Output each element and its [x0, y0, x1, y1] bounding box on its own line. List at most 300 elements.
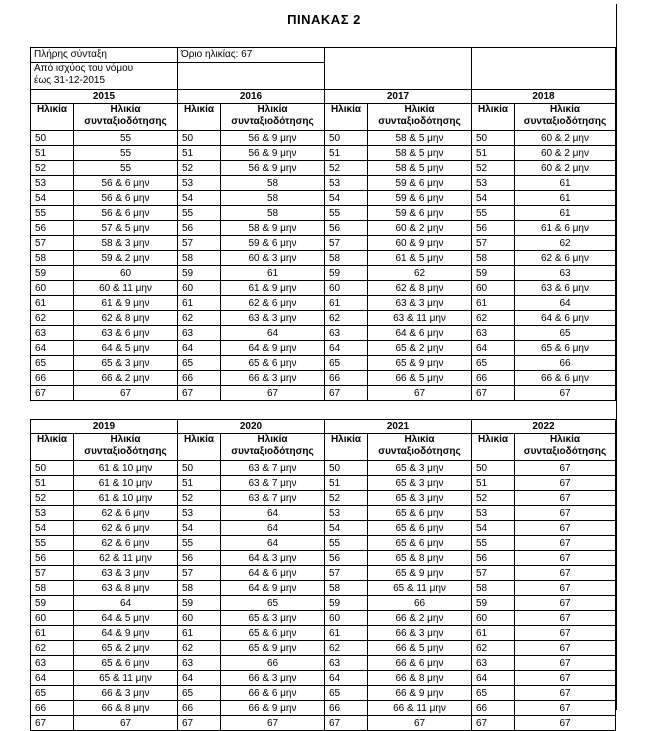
age-column-header: Ηλικία [31, 104, 74, 131]
age-cell: 63 [325, 656, 368, 671]
pension-age-cell: 66 & 3 μην [368, 626, 472, 641]
age-cell: 60 [325, 281, 368, 296]
table-row [31, 716, 616, 731]
pension-age-cell: 60 & 2 μην [515, 146, 616, 161]
pension-age-cell: 64 [221, 521, 325, 536]
age-cell: 54 [325, 521, 368, 536]
pension-age-cell: 64 & 6 μην [515, 311, 616, 326]
age-cell: 66 [325, 371, 368, 386]
table-row [31, 461, 616, 476]
pension-age-cell: 65 & 11 μην [74, 671, 178, 686]
age-cell: 66 [472, 701, 515, 716]
full-pension-label: Πλήρης σύνταξη [31, 48, 178, 63]
age-cell: 59 [178, 266, 221, 281]
pension-age-cell: 60 & 2 μην [368, 221, 472, 236]
age-cell: 55 [178, 206, 221, 221]
pension-age-cell: 64 & 5 μην [74, 341, 178, 356]
age-cell: 52 [325, 491, 368, 506]
pension-age-cell: 62 [515, 236, 616, 251]
age-cell: 56 [472, 551, 515, 566]
pension-age-cell: 64 [74, 596, 178, 611]
pension-age-cell: 60 & 11 μην [74, 281, 178, 296]
pension-age-cell: 65 & 3 μην [368, 461, 472, 476]
age-limit-label: Όριο ηλικίας: 67 [178, 48, 325, 63]
law-period-label [31, 63, 178, 90]
pension-age-cell: 66 & 3 μην [221, 671, 325, 686]
pension-age-column-header: Ηλικία συνταξιοδότησης [221, 104, 325, 131]
pension-age-cell: 67 [515, 596, 616, 611]
pension-age-cell: 62 & 6 μην [515, 251, 616, 266]
pension-age-cell: 62 & 6 μην [74, 506, 178, 521]
pension-age-cell: 66 & 6 μην [221, 686, 325, 701]
pension-age-cell: 63 & 7 μην [221, 461, 325, 476]
age-cell: 52 [325, 161, 368, 176]
age-cell: 66 [178, 701, 221, 716]
pension-age-cell: 63 & 7 μην [221, 476, 325, 491]
age-cell: 61 [325, 626, 368, 641]
age-cell: 65 [178, 356, 221, 371]
pension-age-cell: 67 [515, 671, 616, 686]
age-cell: 61 [31, 626, 74, 641]
age-cell: 62 [325, 641, 368, 656]
pension-age-cell: 61 [515, 176, 616, 191]
pension-age-cell: 65 & 9 μην [221, 641, 325, 656]
pension-age-cell: 65 & 6 μην [515, 341, 616, 356]
pension-age-cell: 59 & 6 μην [368, 206, 472, 221]
pension-age-cell: 66 & 8 μην [368, 671, 472, 686]
age-cell: 66 [325, 701, 368, 716]
age-column-header: Ηλικία [31, 434, 74, 461]
pension-age-cell: 65 & 6 μην [74, 656, 178, 671]
age-cell: 53 [325, 506, 368, 521]
pension-age-cell: 58 & 5 μην [368, 131, 472, 146]
pension-age-cell: 63 [515, 266, 616, 281]
pension-age-cell: 66 & 6 μην [368, 656, 472, 671]
pension-age-cell: 65 & 8 μην [368, 551, 472, 566]
age-cell: 65 [31, 356, 74, 371]
pension-age-column-header: Ηλικία συνταξιοδότησης [221, 434, 325, 461]
table-row [31, 161, 616, 176]
pension-age-cell: 66 & 9 μην [221, 701, 325, 716]
pension-age-cell: 66 [368, 596, 472, 611]
table-row [31, 341, 616, 356]
pension-age-cell: 57 & 5 μην [74, 221, 178, 236]
year-header: 2016 [178, 90, 325, 104]
age-cell: 57 [178, 566, 221, 581]
age-cell: 67 [472, 386, 515, 401]
age-cell: 50 [31, 461, 74, 476]
table-row [31, 611, 616, 626]
year-header: 2022 [472, 420, 616, 434]
table-row [31, 671, 616, 686]
retirement-age-table [30, 47, 616, 731]
pension-age-cell: 61 & 10 μην [74, 476, 178, 491]
pension-age-cell: 63 & 3 μην [221, 311, 325, 326]
table-row [31, 371, 616, 386]
age-cell: 63 [178, 326, 221, 341]
law-period-line-2: έως 31-12-2015 [34, 75, 106, 86]
age-cell: 61 [325, 296, 368, 311]
pension-age-cell: 61 & 10 μην [74, 461, 178, 476]
column-header-row [31, 104, 616, 131]
age-cell: 50 [325, 131, 368, 146]
pension-age-column-header: Ηλικία συνταξιοδότησης [515, 434, 616, 461]
table-row [31, 491, 616, 506]
pension-age-cell: 65 & 3 μην [74, 356, 178, 371]
pension-age-cell: 64 & 6 μην [221, 566, 325, 581]
age-cell: 56 [31, 221, 74, 236]
age-cell: 62 [31, 641, 74, 656]
table-row [31, 281, 616, 296]
age-cell: 55 [472, 206, 515, 221]
age-cell: 60 [31, 611, 74, 626]
pension-age-cell: 65 [221, 596, 325, 611]
age-cell: 67 [178, 386, 221, 401]
table-row [31, 566, 616, 581]
info-empty-cell [325, 48, 472, 90]
table-row [31, 581, 616, 596]
table-row [31, 506, 616, 521]
age-cell: 64 [472, 671, 515, 686]
age-cell: 59 [325, 266, 368, 281]
table-row [31, 701, 616, 716]
table-row [31, 296, 616, 311]
pension-age-cell: 67 [74, 386, 178, 401]
pension-age-cell: 58 & 3 μην [74, 236, 178, 251]
age-cell: 64 [178, 341, 221, 356]
age-cell: 66 [31, 701, 74, 716]
pension-age-cell: 62 & 6 μην [74, 521, 178, 536]
pension-age-cell: 63 & 3 μην [74, 566, 178, 581]
pension-age-cell: 63 & 7 μην [221, 491, 325, 506]
pension-age-cell: 63 & 3 μην [368, 296, 472, 311]
pension-age-cell: 67 [515, 476, 616, 491]
table-row [31, 386, 616, 401]
age-cell: 54 [178, 521, 221, 536]
age-cell: 56 [178, 221, 221, 236]
pension-age-cell: 64 & 9 μην [221, 341, 325, 356]
pension-age-cell: 65 [515, 326, 616, 341]
age-cell: 58 [178, 251, 221, 266]
pension-age-cell: 62 & 8 μην [368, 281, 472, 296]
age-cell: 63 [472, 326, 515, 341]
pension-age-cell: 67 [515, 611, 616, 626]
pension-age-cell: 66 [515, 356, 616, 371]
pension-age-cell: 56 & 6 μην [74, 176, 178, 191]
pension-age-cell: 63 & 6 μην [74, 326, 178, 341]
pension-age-cell: 66 & 3 μην [221, 371, 325, 386]
pension-age-cell: 64 [221, 506, 325, 521]
age-cell: 58 [472, 251, 515, 266]
year-header: 2018 [472, 90, 616, 104]
age-cell: 60 [472, 281, 515, 296]
age-column-header: Ηλικία [178, 104, 221, 131]
age-cell: 51 [178, 146, 221, 161]
pension-age-cell: 65 & 11 μην [368, 581, 472, 596]
pension-age-cell: 65 & 6 μην [368, 506, 472, 521]
age-cell: 58 [325, 581, 368, 596]
age-cell: 54 [472, 521, 515, 536]
age-cell: 53 [472, 176, 515, 191]
pension-age-cell: 62 & 8 μην [74, 311, 178, 326]
age-cell: 60 [325, 611, 368, 626]
age-cell: 61 [31, 296, 74, 311]
pension-age-cell: 61 [515, 206, 616, 221]
pension-age-cell: 64 & 9 μην [74, 626, 178, 641]
age-cell: 66 [472, 371, 515, 386]
age-cell: 67 [325, 386, 368, 401]
age-cell: 54 [178, 191, 221, 206]
age-cell: 59 [325, 596, 368, 611]
age-cell: 64 [325, 671, 368, 686]
age-cell: 53 [31, 506, 74, 521]
age-cell: 51 [31, 146, 74, 161]
age-cell: 66 [31, 371, 74, 386]
table-spacer-row [31, 401, 616, 420]
age-cell: 52 [31, 491, 74, 506]
age-cell: 62 [325, 311, 368, 326]
age-cell: 54 [31, 521, 74, 536]
table-row [31, 596, 616, 611]
pension-age-cell: 60 & 2 μην [515, 131, 616, 146]
age-column-header: Ηλικία [472, 434, 515, 461]
table-row [31, 206, 616, 221]
pension-age-cell: 56 & 6 μην [74, 191, 178, 206]
pension-age-cell: 60 & 2 μην [515, 161, 616, 176]
table-row [31, 521, 616, 536]
age-cell: 62 [178, 311, 221, 326]
age-cell: 67 [472, 716, 515, 731]
year-header-row [31, 420, 616, 434]
table-row [31, 221, 616, 236]
pension-age-cell: 62 & 6 μην [74, 536, 178, 551]
age-cell: 67 [31, 716, 74, 731]
age-cell: 67 [178, 716, 221, 731]
age-cell: 52 [472, 491, 515, 506]
age-cell: 63 [31, 656, 74, 671]
age-cell: 59 [472, 266, 515, 281]
pension-age-column-header: Ηλικία συνταξιοδότησης [368, 434, 472, 461]
pension-age-cell: 66 & 11 μην [368, 701, 472, 716]
age-cell: 59 [31, 266, 74, 281]
age-cell: 56 [31, 551, 74, 566]
pension-age-cell: 58 & 9 μην [221, 221, 325, 236]
pension-age-cell: 64 & 9 μην [221, 581, 325, 596]
table-row [31, 146, 616, 161]
pension-age-cell: 66 & 5 μην [368, 641, 472, 656]
age-cell: 59 [472, 596, 515, 611]
pension-age-cell: 63 & 6 μην [515, 281, 616, 296]
table-row [31, 251, 616, 266]
pension-age-cell: 59 & 6 μην [368, 191, 472, 206]
pension-age-cell: 61 & 10 μην [74, 491, 178, 506]
pension-age-cell: 66 & 3 μην [74, 686, 178, 701]
pension-age-cell: 58 [221, 191, 325, 206]
spacer-cell [31, 401, 616, 420]
pension-age-cell: 55 [74, 161, 178, 176]
pension-age-cell: 55 [74, 146, 178, 161]
info-row-1 [31, 48, 616, 63]
table-row [31, 686, 616, 701]
pension-age-cell: 66 & 2 μην [368, 611, 472, 626]
pension-age-cell: 64 [221, 536, 325, 551]
age-cell: 64 [31, 341, 74, 356]
age-cell: 62 [178, 641, 221, 656]
age-cell: 52 [472, 161, 515, 176]
pension-age-cell: 67 [515, 551, 616, 566]
pension-age-cell: 59 & 2 μην [74, 251, 178, 266]
age-cell: 65 [472, 356, 515, 371]
pension-age-column-header: Ηλικία συνταξιοδότησης [74, 104, 178, 131]
pension-age-cell: 66 & 6 μην [515, 371, 616, 386]
age-cell: 56 [178, 551, 221, 566]
pension-age-column-header: Ηλικία συνταξιοδότησης [368, 104, 472, 131]
pension-age-cell: 67 [515, 506, 616, 521]
pension-age-cell: 67 [515, 656, 616, 671]
pension-age-cell: 64 & 6 μην [368, 326, 472, 341]
age-cell: 58 [31, 251, 74, 266]
table-row [31, 356, 616, 371]
age-cell: 63 [178, 656, 221, 671]
age-cell: 51 [472, 146, 515, 161]
age-cell: 65 [31, 686, 74, 701]
age-cell: 65 [325, 686, 368, 701]
age-cell: 63 [325, 326, 368, 341]
pension-age-cell: 56 & 9 μην [221, 161, 325, 176]
age-cell: 51 [178, 476, 221, 491]
age-cell: 51 [472, 476, 515, 491]
age-cell: 53 [31, 176, 74, 191]
pension-age-cell: 67 [515, 386, 616, 401]
table-row [31, 311, 616, 326]
pension-age-cell: 59 & 6 μην [368, 176, 472, 191]
age-cell: 50 [178, 461, 221, 476]
age-cell: 55 [178, 536, 221, 551]
age-cell: 55 [31, 206, 74, 221]
year-header-row [31, 90, 616, 104]
age-cell: 61 [472, 626, 515, 641]
age-cell: 53 [472, 506, 515, 521]
pension-age-cell: 63 & 8 μην [74, 581, 178, 596]
age-cell: 52 [178, 161, 221, 176]
age-cell: 64 [472, 341, 515, 356]
info-empty-cell [178, 63, 325, 90]
age-cell: 57 [325, 566, 368, 581]
table-row [31, 236, 616, 251]
age-cell: 60 [31, 281, 74, 296]
year-header: 2017 [325, 90, 472, 104]
pension-age-cell: 66 & 9 μην [368, 686, 472, 701]
pension-age-cell: 65 & 3 μην [368, 491, 472, 506]
age-cell: 50 [472, 461, 515, 476]
pension-age-cell: 60 & 9 μην [368, 236, 472, 251]
pension-age-cell: 56 & 6 μην [74, 206, 178, 221]
table-row [31, 176, 616, 191]
age-cell: 57 [31, 236, 74, 251]
age-cell: 54 [472, 191, 515, 206]
age-cell: 62 [472, 641, 515, 656]
pension-age-cell: 67 [368, 716, 472, 731]
table-row [31, 551, 616, 566]
age-cell: 57 [178, 236, 221, 251]
pension-age-cell: 65 & 2 μην [74, 641, 178, 656]
pension-age-cell: 61 & 9 μην [74, 296, 178, 311]
pension-age-cell: 67 [515, 521, 616, 536]
pension-age-cell: 67 [515, 716, 616, 731]
pension-age-cell: 62 & 11 μην [74, 551, 178, 566]
table-row [31, 626, 616, 641]
age-column-header: Ηλικία [325, 434, 368, 461]
pension-age-cell: 66 & 2 μην [74, 371, 178, 386]
age-cell: 62 [31, 311, 74, 326]
pension-age-cell: 67 [515, 536, 616, 551]
age-cell: 61 [472, 296, 515, 311]
pension-age-cell: 59 & 6 μην [221, 236, 325, 251]
pension-age-column-header: Ηλικία συνταξιοδότησης [515, 104, 616, 131]
age-cell: 63 [472, 656, 515, 671]
pension-age-cell: 65 & 6 μην [221, 356, 325, 371]
pension-age-cell: 65 & 3 μην [221, 611, 325, 626]
age-cell: 55 [472, 536, 515, 551]
pension-age-cell: 63 & 11 μην [368, 311, 472, 326]
pension-age-cell: 62 & 6 μην [221, 296, 325, 311]
pension-age-cell: 58 & 5 μην [368, 161, 472, 176]
pension-age-cell: 60 [74, 266, 178, 281]
age-cell: 50 [31, 131, 74, 146]
age-cell: 64 [325, 341, 368, 356]
age-cell: 65 [178, 686, 221, 701]
pension-age-cell: 58 [221, 176, 325, 191]
age-cell: 67 [31, 386, 74, 401]
pension-age-cell: 67 [515, 581, 616, 596]
age-cell: 57 [325, 236, 368, 251]
pension-age-cell: 56 & 9 μην [221, 131, 325, 146]
pension-age-cell: 67 [221, 386, 325, 401]
pension-age-cell: 55 [74, 131, 178, 146]
age-cell: 63 [31, 326, 74, 341]
page-border-line [616, 4, 617, 710]
age-cell: 58 [325, 251, 368, 266]
age-cell: 66 [178, 371, 221, 386]
pension-age-cell: 67 [515, 626, 616, 641]
age-cell: 60 [178, 281, 221, 296]
pension-age-cell: 61 [515, 191, 616, 206]
pension-age-cell: 65 & 9 μην [368, 566, 472, 581]
pension-age-cell: 66 [221, 656, 325, 671]
pension-age-cell: 67 [515, 491, 616, 506]
age-cell: 56 [325, 221, 368, 236]
pension-age-cell: 67 [515, 461, 616, 476]
pension-age-cell: 67 [515, 641, 616, 656]
age-cell: 50 [472, 131, 515, 146]
pension-age-cell: 67 [515, 701, 616, 716]
age-cell: 57 [472, 566, 515, 581]
table-row [31, 476, 616, 491]
age-cell: 59 [178, 596, 221, 611]
pension-age-cell: 65 & 6 μην [221, 626, 325, 641]
pension-age-cell: 60 & 3 μην [221, 251, 325, 266]
year-header: 2021 [325, 420, 472, 434]
info-empty-cell [472, 48, 616, 90]
age-cell: 50 [178, 131, 221, 146]
age-cell: 53 [325, 176, 368, 191]
column-header-row [31, 434, 616, 461]
pension-age-cell: 61 & 9 μην [221, 281, 325, 296]
table-row [31, 131, 616, 146]
table-row [31, 191, 616, 206]
pension-age-cell: 65 & 9 μην [368, 356, 472, 371]
age-cell: 52 [178, 491, 221, 506]
